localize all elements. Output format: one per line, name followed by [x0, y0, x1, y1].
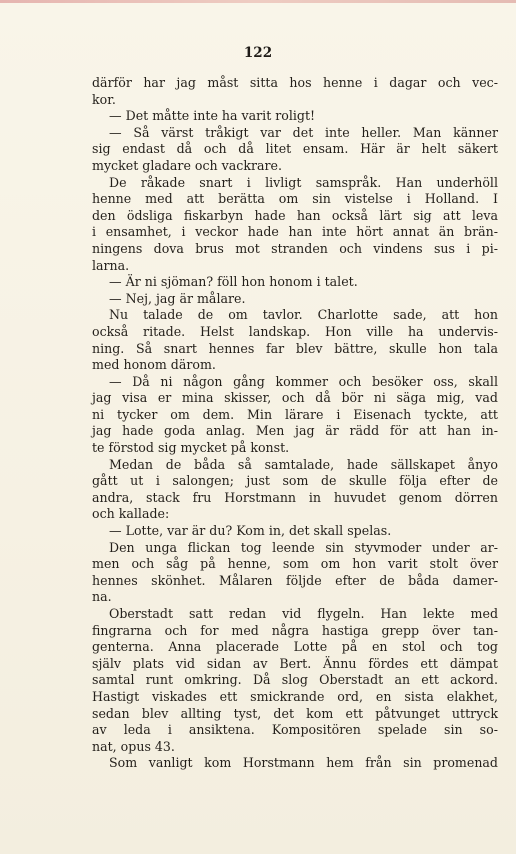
text-line: Den unga flickan tog leende sin styvmoder under ar- — [109, 539, 498, 555]
text-line: också ritade. Helst landskap. Hon ville ha undervis- — [92, 323, 498, 339]
page-number: 122 — [243, 45, 273, 61]
text-line: samtal runt omkring. Då slog Oberstadt an ett ackord. — [92, 672, 498, 688]
text-line: ning. Så snart hennes far blev bättre, skulle hon tala — [92, 340, 498, 356]
text-line: Oberstadt satt redan vid flygeln. Han lekte med — [109, 606, 498, 621]
text-line: och kallade: — [92, 506, 170, 522]
text-line: mycket gladare och vackrare. — [92, 157, 282, 173]
text-line: med honom därom. — [92, 357, 216, 373]
text-line: larna. — [92, 257, 130, 273]
text-line: i ensamhet, i veckor hade han inte hört annat än brän- — [92, 224, 498, 240]
text-line: andra, stack fru Horstmann in huvudet genom dörren — [92, 489, 498, 505]
text-line: den ödsliga fiskarbyn hade han också lärt sig att leva — [92, 207, 498, 223]
body-text — [92, 75, 498, 772]
text-line: av leda i ansiktena. Kompositören spelade sin so- — [92, 722, 498, 738]
text-line: jag hade goda anlag. Men jag är rädd för att han in- — [92, 423, 498, 439]
text-line: kor. — [92, 91, 116, 107]
text-line: — Är ni sjöman? föll hon honom i talet. — [109, 274, 358, 290]
text-line: De råkade snart i livligt samspråk. Han underhöll — [109, 174, 498, 190]
text-line: — Så värst tråkigt var det inte heller. Man känner — [109, 124, 498, 140]
text-line: själv plats vid sidan av Bert. Ännu fördes ett dämpat — [92, 655, 498, 671]
text-line: — Då ni någon gång kommer och besöker oss, skall — [109, 373, 498, 389]
text-line: genterna. Anna placerade Lotte på en stol och tog — [92, 639, 498, 655]
text-line: fingrarna och for med några hastiga grepp över tan- — [92, 622, 498, 638]
text-line: jag visa er mina skisser, och då bör ni säga mig, vad — [92, 390, 498, 406]
text-line: men och såg på henne, som om hon varit stolt över — [92, 556, 498, 572]
text-line: sedan blev allting tyst, det kom ett påtvunget uttryck — [92, 705, 498, 721]
page-top-edge — [0, 0, 516, 3]
text-line: henne med att berätta om sin vistelse i Holland. I — [92, 191, 498, 207]
text-line: te förstod sig mycket på konst. — [92, 440, 290, 456]
text-line: — Nej, jag är målare. — [109, 290, 246, 306]
text-line: gått ut i salongen; just som de skulle följa efter de — [92, 473, 498, 489]
text-line: Hastigt viskades ett smickrande ord, en sista elakhet, — [92, 688, 498, 704]
text-line: na. — [92, 589, 112, 605]
text-line: Medan de båda så samtalade, hade sällskapet ånyo — [109, 456, 498, 472]
text-line: — Lotte, var är du? Kom in, det skall spelas. — [109, 523, 392, 539]
text-line: ningens dova brus mot stranden och vindens sus i pi- — [92, 240, 498, 256]
text-line: hennes skönhet. Målaren följde efter de båda damer- — [92, 572, 498, 588]
text-line: — Det måtte inte ha varit roligt! — [109, 108, 316, 124]
text-line: nat, opus 43. — [92, 738, 175, 754]
text-line: Nu talade de om tavlor. Charlotte sade, att hon — [109, 307, 498, 323]
text-line: sig endast då och då litet ensam. Här är helt säkert — [92, 141, 498, 157]
text-line: Som vanligt kom Horstmann hem från sin promenad — [109, 755, 498, 771]
text-line: därför har jag måst sitta hos henne i dagar och vec- — [92, 75, 498, 90]
text-line: ni tycker om dem. Min lärare i Eisenach tyckte, att — [92, 406, 498, 422]
